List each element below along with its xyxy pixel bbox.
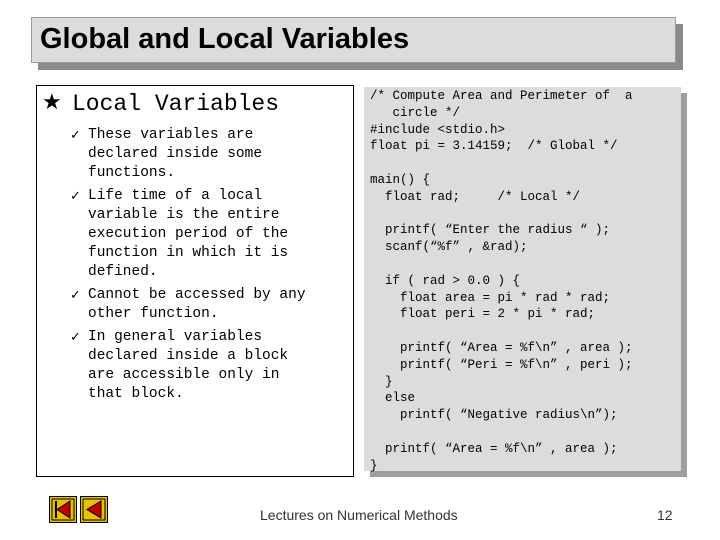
sub-bullet-line: These variables are [88,127,254,143]
sub-bullet-line: other function. [88,306,219,322]
code-line [370,323,633,340]
sub-bullet-item [70,187,340,282]
sub-bullet-line: function in which it is [88,245,289,261]
code-line [370,206,633,223]
code-listing [370,88,633,474]
sub-bullet-line: defined. [88,264,158,280]
first-slide-icon [50,497,76,522]
code-line: /* Compute Area and Perimeter of a [370,89,633,103]
sub-bullet-line: execution period of the [88,226,289,242]
code-line: float rad; /* Local */ [370,189,581,204]
sub-bullet-line: declared inside some [88,146,263,162]
footer-course-title: Lectures on Numerical Methods [260,507,458,523]
e-bullet-icon: ✓ [70,128,81,143]
sub-bullet-line: that block. [88,386,184,402]
code-line: float peri = 2 * pi * rad; [370,307,596,322]
z-bullet-icon: ★ [42,90,62,115]
sub-bullet-item [70,286,340,324]
code-line: if ( rad > 0.0 ) { [370,273,521,288]
code-line: printf( “Area = %f\n” , area ); [370,441,618,456]
code-line: float pi = 3.14159; /* Global */ [370,139,618,154]
first-slide-button[interactable] [49,496,77,523]
code-line: } [370,374,393,389]
code-line [370,155,633,172]
title-box [31,17,676,63]
code-line: #include <stdio.h> [370,122,506,137]
sub-bullet-list [70,126,340,408]
code-line: float area = pi * rad * rad; [370,290,611,305]
e-bullet-icon: ✓ [70,330,81,345]
code-line: scanf(“%f” , &rad); [370,240,528,255]
slide-title: Global and Local Variables [40,23,410,55]
sub-bullet-item [70,328,340,404]
code-line: printf( “Peri = %f\n” , peri ); [370,357,633,372]
code-line [370,256,633,273]
code-line: printf( “Area = %f\n” , area ); [370,340,633,355]
e-bullet-icon: ✓ [70,189,81,204]
sub-bullet-item [70,126,340,183]
previous-slide-icon [81,497,107,522]
code-line [370,424,633,441]
code-line: circle */ [370,105,461,120]
sub-bullet-line: Life time of a local [88,188,263,204]
code-line: main() { [370,172,431,187]
sub-bullet-line: functions. [88,165,176,181]
sub-bullet-line: variable is the entire [88,207,280,223]
previous-slide-button[interactable] [80,496,108,523]
sub-bullet-line: Cannot be accessed by any [88,287,306,303]
sub-bullet-line: In general variables [88,329,263,345]
sub-bullet-line: are accessible only in [88,367,280,383]
bullet-heading: Local Variables [72,91,280,117]
page-number: 12 [657,507,673,523]
code-line: } [370,458,378,473]
e-bullet-icon: ✓ [70,288,81,303]
code-line: else [370,391,416,406]
code-line: printf( “Enter the radius “ ); [370,223,611,238]
sub-bullet-line: declared inside a block [88,348,289,364]
code-line: printf( “Negative radius\n”); [370,408,618,423]
